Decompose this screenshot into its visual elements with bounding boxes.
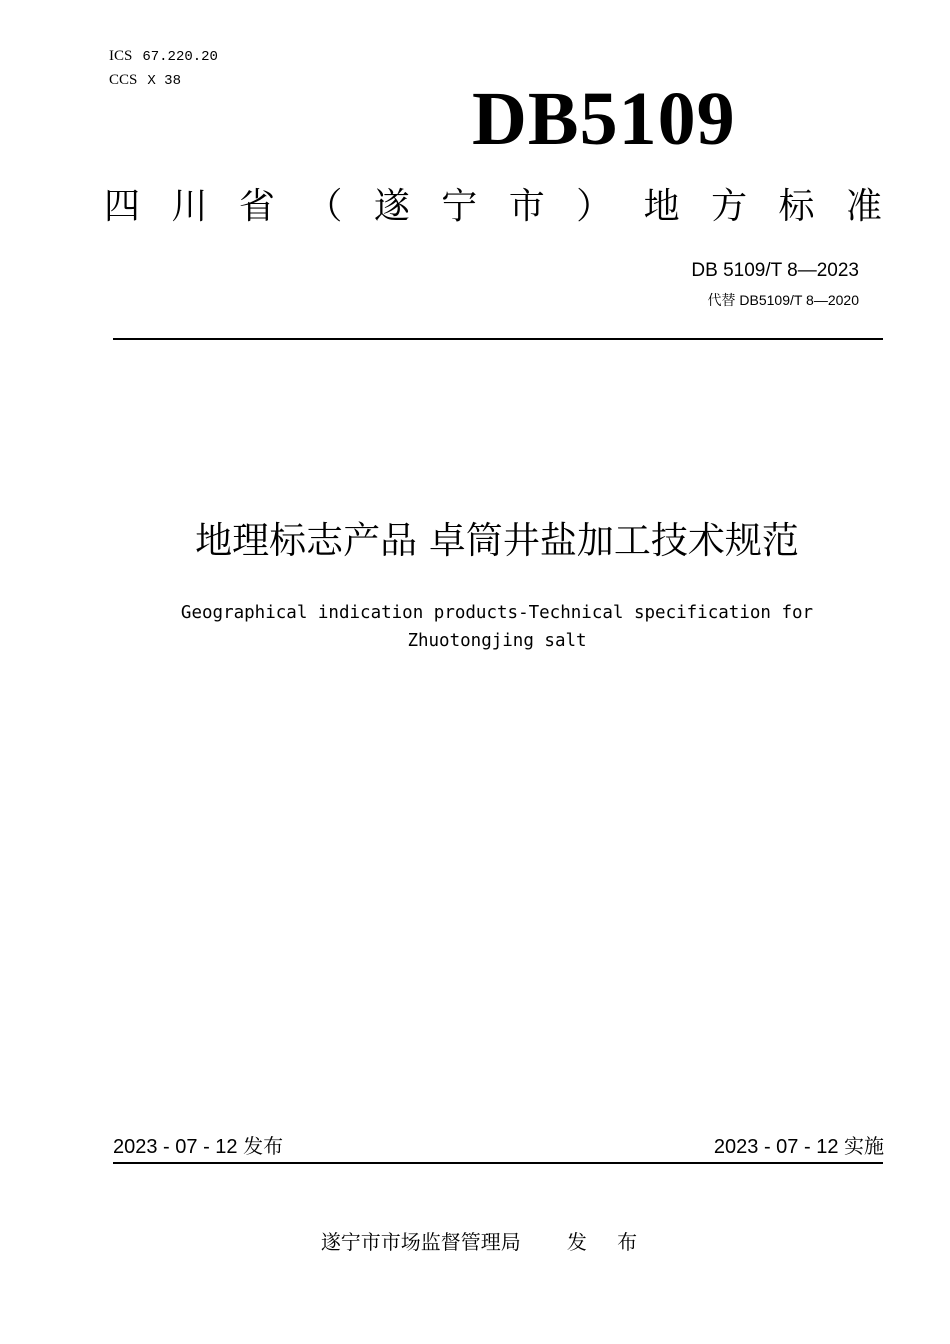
title-chinese: 地理标志产品 卓筒井盐加工技术规范 bbox=[195, 519, 799, 562]
replaces-standard: 代替 DB5109/T 8—2020 bbox=[707, 292, 859, 308]
standard-brand-code: DB5109 bbox=[472, 77, 736, 161]
ics-label: ICS bbox=[109, 48, 133, 64]
standard-number: DB 5109/T 8—2023 bbox=[691, 260, 859, 281]
ccs-label: CCS bbox=[109, 72, 138, 88]
province-heading-char: 宁 bbox=[441, 186, 478, 227]
publisher-name: 遂宁市市场监督管理局 bbox=[320, 1230, 521, 1254]
province-heading-char: ） bbox=[576, 186, 613, 227]
province-heading-char: 省 bbox=[238, 186, 275, 227]
publish-label: 发 布 bbox=[566, 1230, 650, 1254]
ics-code: 67.220.20 bbox=[142, 49, 218, 65]
province-heading-char: 准 bbox=[845, 186, 882, 227]
province-heading-char: 遂 bbox=[373, 186, 410, 227]
ccs-line bbox=[109, 71, 181, 90]
province-heading-char: 标 bbox=[778, 186, 815, 227]
title-english-line1: Geographical indication products-Technical specification for bbox=[180, 603, 814, 623]
footer-divider bbox=[113, 1162, 883, 1164]
ics-line bbox=[109, 47, 218, 66]
ccs-code: X 38 bbox=[147, 73, 181, 89]
implementation-date: 2023 - 07 - 12 实施 bbox=[713, 1136, 884, 1158]
province-heading-char: （ bbox=[306, 186, 343, 227]
province-heading-char: 方 bbox=[711, 186, 748, 227]
province-heading-char: 市 bbox=[508, 186, 545, 227]
province-heading-char: 川 bbox=[171, 186, 208, 227]
issue-date: 2023 - 07 - 12 发布 bbox=[113, 1136, 284, 1158]
province-heading-char: 地 bbox=[643, 186, 680, 227]
header-divider bbox=[113, 338, 883, 340]
title-english-line2: Zhuotongjing salt bbox=[407, 631, 587, 651]
publisher-line bbox=[0, 1227, 950, 1257]
province-heading bbox=[104, 185, 882, 229]
province-heading-char: 四 bbox=[104, 186, 141, 227]
